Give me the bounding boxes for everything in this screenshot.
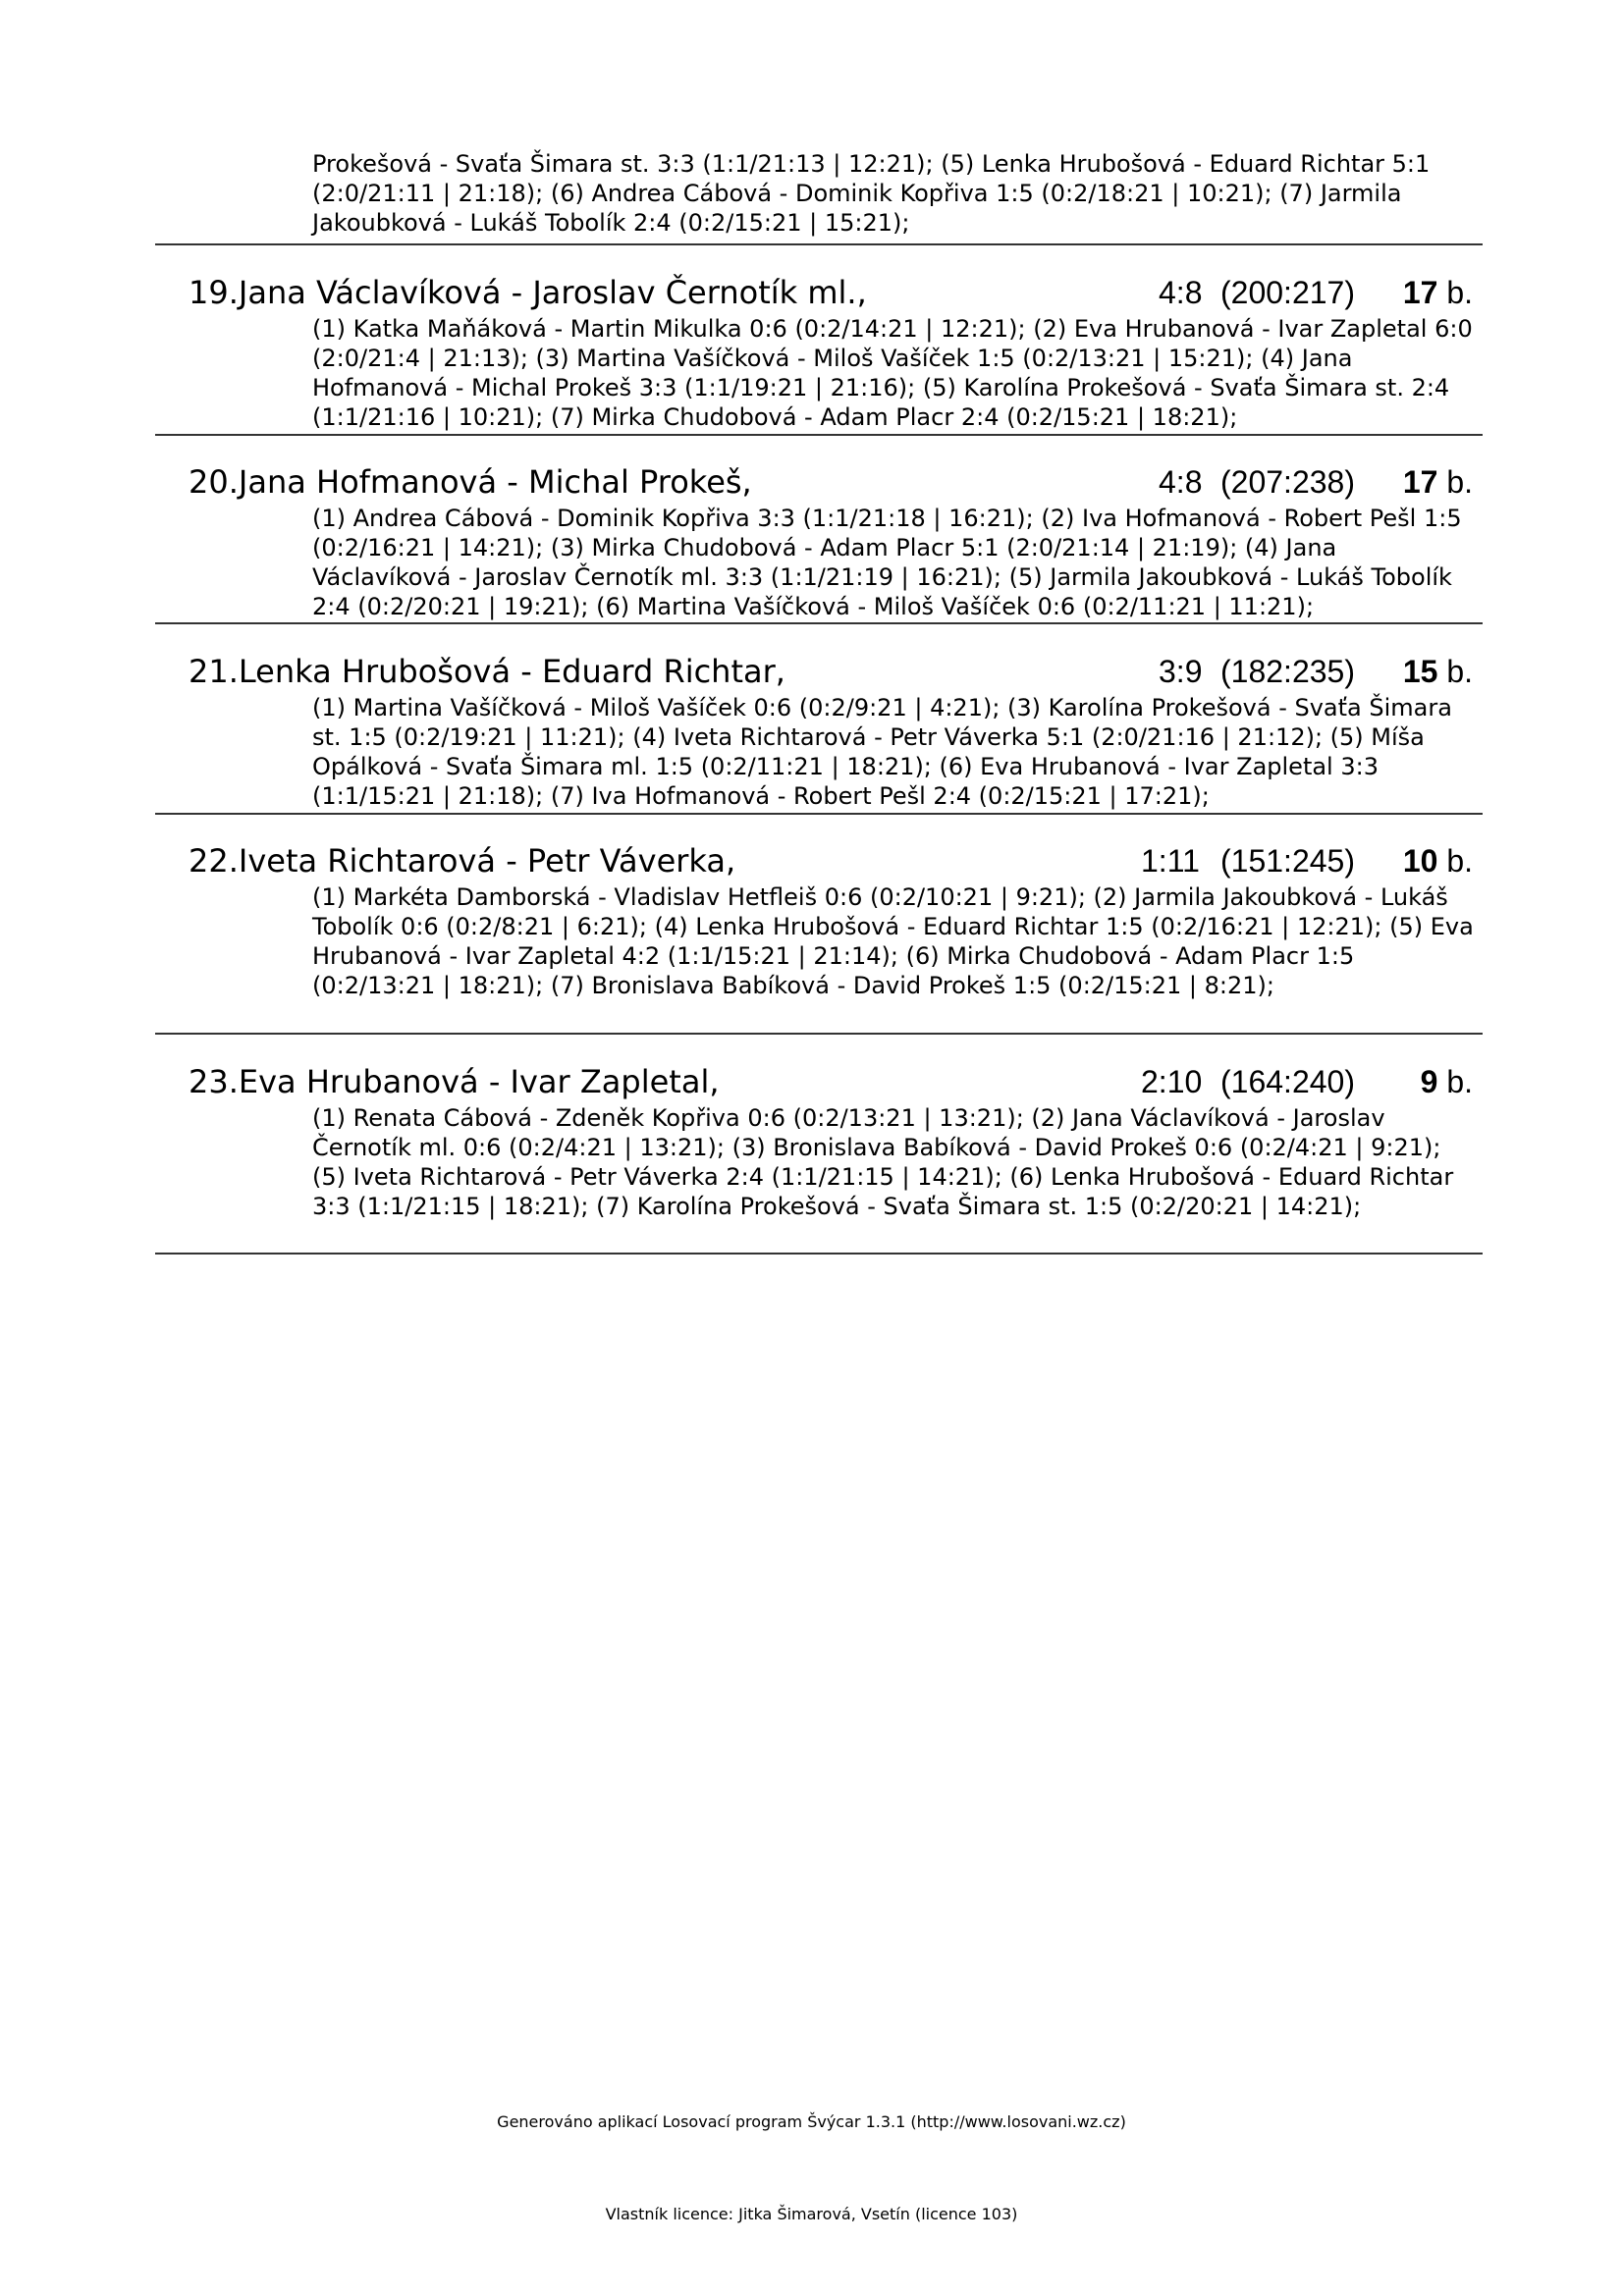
entry-points: 15 <box>1402 654 1438 689</box>
ranking-entry <box>155 650 1483 811</box>
entry-ratio: (151:245) <box>1220 843 1355 879</box>
entry-points-unit: b. <box>1446 275 1473 310</box>
divider <box>155 1253 1483 1255</box>
entry-ratio: (200:217) <box>1220 275 1355 310</box>
entry-points-unit: b. <box>1446 843 1473 879</box>
entry-points: 9 <box>1420 1064 1438 1099</box>
entry-rank: 21. <box>189 653 239 690</box>
divider <box>155 434 1483 436</box>
entry-header <box>155 839 1483 882</box>
ranking-entry <box>155 271 1483 432</box>
ranking-entry <box>155 460 1483 621</box>
entry-points-unit: b. <box>1446 1064 1473 1099</box>
entry-matches: (1) Katka Maňáková - Martin Mikulka 0:6 (0:2/14:21 | 12:21); (2) Eva Hrubanová - Ivar Zapletal 6:0 (2:0/21:4 | 21:13); (3) Martina Vašíčková - Miloš Vašíček 1:5 (0:2/13:21 | 15:21); (4) Jana Hofmanová - Michal Prokeš 3:3 (1:1/19:21 | 21:16); (5) Karolína Prokešová - Svaťa Šimara st. 2:4 (1:1/21:16 | 10:21); (7) Mirka Chudobová - Adam Placr 2:4 (0:2/15:21 | 18:21); <box>312 315 1473 431</box>
ranking-entry <box>155 1060 1483 1221</box>
entry-rank: 20. <box>189 463 239 501</box>
entry-rank: 23. <box>189 1063 239 1100</box>
entry-score: 1:11 <box>1141 843 1200 879</box>
entry-team: Iveta Richtarová - Petr Váverka, <box>238 842 736 880</box>
entry-rank: 19. <box>189 274 239 311</box>
entry-team: Jana Václavíková - Jaroslav Černotík ml., <box>238 274 867 311</box>
ranking-entry <box>155 839 1483 1000</box>
continuation-block <box>155 149 1483 238</box>
entry-points: 10 <box>1402 843 1438 879</box>
entry-score: 2:10 <box>1141 1064 1203 1099</box>
entry-ratio: (164:240) <box>1220 1064 1355 1099</box>
entry-header <box>155 1060 1483 1103</box>
entry-header <box>155 460 1483 504</box>
entry-matches: (1) Andrea Cábová - Dominik Kopřiva 3:3 (1:1/21:18 | 16:21); (2) Iva Hofmanová - Robert Pešl 1:5 (0:2/16:21 | 14:21); (3) Mirka Chudobová - Adam Placr 5:1 (2:0/21:14 | 21:19); (4) Jana Václavíková - Jaroslav Černotík ml. 3:3 (1:1/21:19 | 16:21); (5) Jarmila Jakoubková - Lukáš Tobolík 2:4 (0:2/20:21 | 19:21); (6) Martina Vašíčková - Miloš Vašíček 0:6 (0:2/11:21 | 11:21); <box>312 505 1462 620</box>
entry-team: Jana Hofmanová - Michal Prokeš, <box>238 463 752 501</box>
entry-team: Lenka Hrubošová - Eduard Richtar, <box>238 653 785 690</box>
divider <box>155 813 1483 815</box>
divider <box>155 243 1483 245</box>
entry-score: 4:8 <box>1159 464 1203 500</box>
entry-ratio: (207:238) <box>1220 464 1355 500</box>
entry-score: 4:8 <box>1159 275 1203 310</box>
entry-points-unit: b. <box>1446 464 1473 500</box>
entry-matches: (1) Renata Cábová - Zdeněk Kopřiva 0:6 (0:2/13:21 | 13:21); (2) Jana Václavíková - Jaroslav Černotík ml. 0:6 (0:2/4:21 | 13:21); (3) Bronislava Babíková - David Prokeš 0:6 (0:2/4:21 | 9:21); (5) Iveta Richtarová - Petr Váverka 2:4 (1:1/21:15 | 14:21); (6) Lenka Hrubošová - Eduard Richtar 3:3 (1:1/21:15 | 18:21); (7) Karolína Prokešová - Svaťa Šimara st. 1:5 (0:2/20:21 | 14:21); <box>312 1104 1454 1220</box>
entry-header <box>155 650 1483 693</box>
entry-team: Eva Hrubanová - Ivar Zapletal, <box>238 1063 720 1100</box>
footer-license: Vlastník licence: Jitka Šimarová, Vsetín (licence 103) <box>605 2205 1018 2223</box>
divider <box>155 1033 1483 1035</box>
entry-score: 3:9 <box>1159 654 1203 689</box>
entry-rank: 22. <box>189 842 239 880</box>
entry-points-unit: b. <box>1446 654 1473 689</box>
divider <box>155 622 1483 624</box>
footer-generated: Generováno aplikací Losovací program Švýcar 1.3.1 (http://www.losovani.wz.cz) <box>497 2112 1126 2131</box>
continuation-matches: Prokešová - Svaťa Šimara st. 3:3 (1:1/21:13 | 12:21); (5) Lenka Hrubošová - Eduard Richtar 5:1 (2:0/21:11 | 21:18); (6) Andrea Cábová - Dominik Kopřiva 1:5 (0:2/18:21 | 10:21); (7) Jarmila Jakoubková - Lukáš Tobolík 2:4 (0:2/15:21 | 15:21); <box>312 150 1431 237</box>
entry-matches: (1) Markéta Damborská - Vladislav Hetfleiš 0:6 (0:2/10:21 | 9:21); (2) Jarmila Jakoubková - Lukáš Tobolík 0:6 (0:2/8:21 | 6:21); (4) Lenka Hrubošová - Eduard Richtar 1:5 (0:2/16:21 | 12:21); (5) Eva Hrubanová - Ivar Zapletal 4:2 (1:1/15:21 | 21:14); (6) Mirka Chudobová - Adam Placr 1:5 (0:2/13:21 | 18:21); (7) Bronislava Babíková - David Prokeš 1:5 (0:2/15:21 | 8:21); <box>312 883 1474 999</box>
entry-points: 17 <box>1402 464 1438 500</box>
entry-header <box>155 271 1483 314</box>
entry-points: 17 <box>1402 275 1438 310</box>
entry-ratio: (182:235) <box>1220 654 1355 689</box>
entry-matches: (1) Martina Vašíčková - Miloš Vašíček 0:6 (0:2/9:21 | 4:21); (3) Karolína Prokešová - Svaťa Šimara st. 1:5 (0:2/19:21 | 11:21); (4) Iveta Richtarová - Petr Váverka 5:1 (2:0/21:16 | 21:12); (5) Míša Opálková - Svaťa Šimara ml. 1:5 (0:2/11:21 | 18:21); (6) Eva Hrubanová - Ivar Zapletal 3:3 (1:1/15:21 | 21:18); (7) Iva Hofmanová - Robert Pešl 2:4 (0:2/15:21 | 17:21); <box>312 694 1452 810</box>
